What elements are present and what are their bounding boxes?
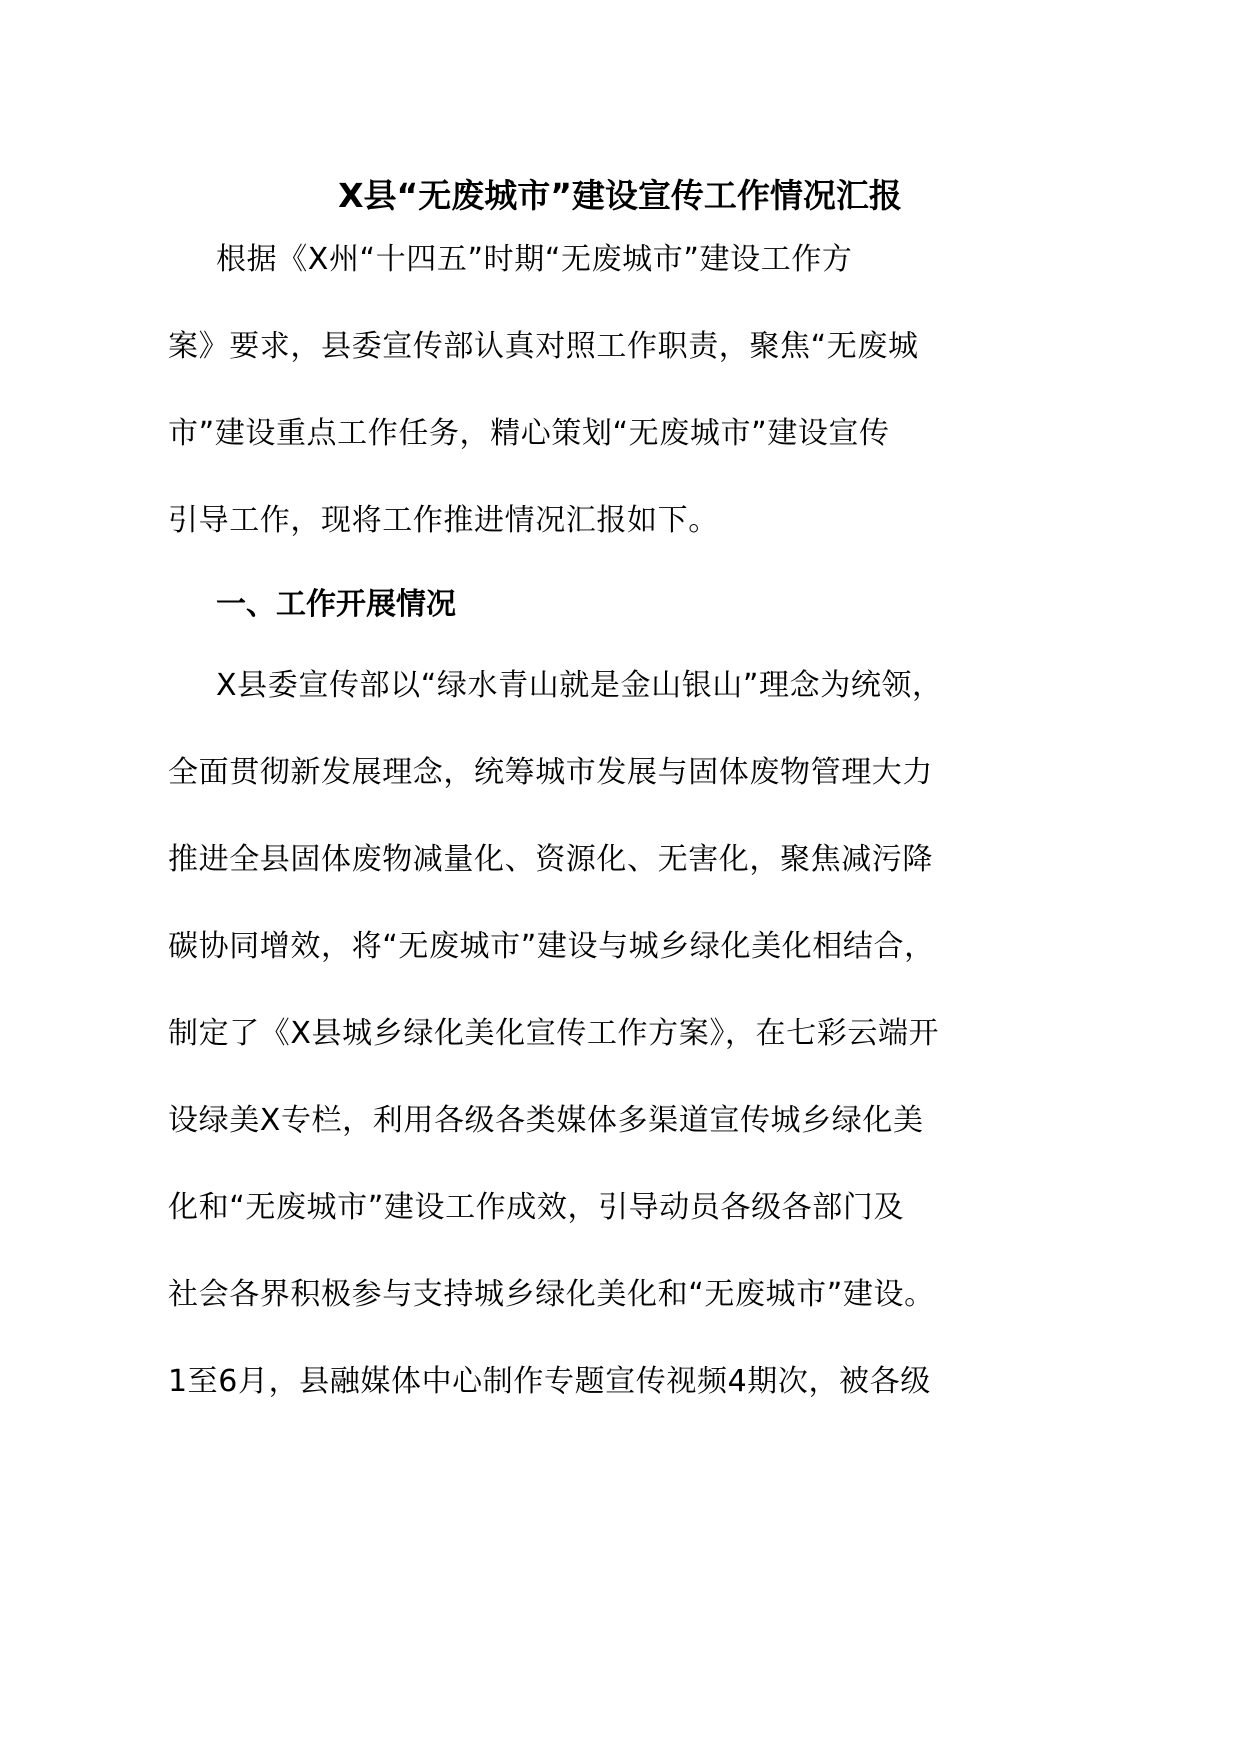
- section-1-line-9: 1至6月，县融媒体中心制作专题宣传视频4期次，被各级: [168, 1364, 931, 1399]
- section-1-line-6: 设绿美X专栏，利用各级各类媒体多渠道宣传城乡绿化美: [168, 1103, 924, 1138]
- section-1-line-8: 社会各界积极参与支持城乡绿化美化和“无废城市”建设。: [168, 1277, 935, 1312]
- intro-line-4: 引导工作，现将工作推进情况汇报如下。: [168, 503, 719, 538]
- section-1-line-2: 全面贯彻新发展理念，统筹城市发展与固体废物管理大力: [168, 755, 933, 790]
- intro-line-3: 市”建设重点工作任务，精心策划“无废城市”建设宣传: [168, 416, 890, 451]
- section-1-line-4: 碳协同增效，将“无废城市”建设与城乡绿化美化相结合，: [168, 929, 935, 964]
- section-1-line-5: 制定了《X县城乡绿化美化宣传工作方案》，在七彩云端开: [168, 1016, 940, 1051]
- intro-line-2: 案》要求，县委宣传部认真对照工作职责，聚焦“无废城: [168, 329, 919, 364]
- section-heading-1: 一、工作开展情况: [216, 587, 456, 622]
- intro-line-1: 根据《X州“十四五”时期“无废城市”建设工作方: [216, 242, 853, 277]
- section-1-line-3: 推进全县固体废物减量化、资源化、无害化，聚焦减污降: [168, 842, 933, 877]
- document-title: X县“无废城市”建设宣传工作情况汇报: [338, 176, 902, 215]
- section-1-line-1: X县委宣传部以“绿水青山就是金山银山”理念为统领，: [216, 668, 943, 703]
- section-1-line-7: 化和“无废城市”建设工作成效，引导动员各级各部门及: [168, 1190, 905, 1225]
